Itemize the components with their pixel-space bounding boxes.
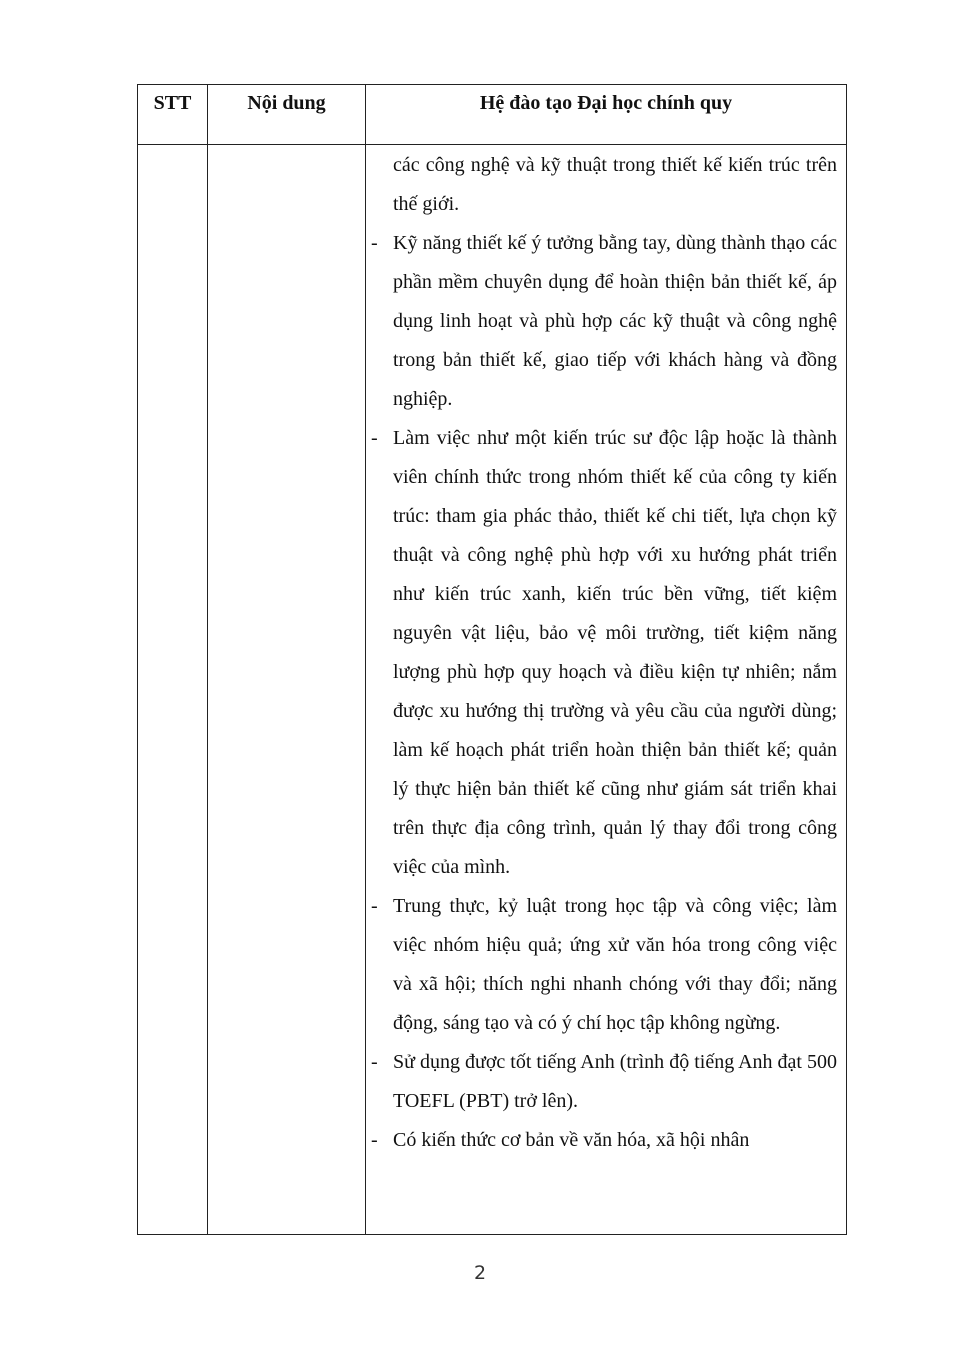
bullet-dash: -	[371, 1129, 378, 1151]
cell-he-dao-tao	[366, 145, 847, 1235]
list-item: - Trung thực, kỷ luật trong học tập và công việc; làm việc nhóm hiệu quả; ứng xử văn hóa trong công việc và xã hội; thích nghi nhanh chóng với thay đổi; năng động, sáng tạo và có ý chí học tập không ngừng.	[393, 887, 837, 1043]
list-item: - Làm việc như một kiến trúc sư độc lập hoặc là thành viên chính thức trong nhóm thiết kế của công ty kiến trúc: tham gia phác thảo, thiết kế chi tiết, lựa chọn kỹ thuật và công nghệ phù hợp với xu hướng phát triển như kiến trúc xanh, kiến trúc bền vững, tiết kiệm nguyên vật liệu, bảo vệ môi trường, tiết kiệm năng lượng phù hợp quy hoạch và điều kiện tự nhiên; nắm được xu hướng thị trường và yêu cầu của người dùng; làm kế hoạch phát triển hoàn thiện bản thiết kế; quản lý thực hiện bản thiết kế cũng như giám sát triển khai trên thực địa công trình, quản lý thay đổi trong công việc của mình.	[393, 419, 837, 887]
list-item: - Sử dụng được tốt tiếng Anh (trình độ tiếng Anh đạt 500 TOEFL (PBT) trở lên).	[393, 1043, 837, 1121]
header-stt: STT	[138, 85, 208, 145]
cell-noi-dung	[208, 145, 366, 1235]
table-row	[138, 145, 847, 1235]
header-noi-dung: Nội dung	[208, 85, 366, 145]
bullet-dash: -	[371, 427, 378, 449]
bullet-dash: -	[371, 1051, 378, 1073]
continued-text: các công nghệ và kỹ thuật trong thiết kế kiến trúc trên thế giới.	[393, 154, 837, 215]
list-item: - Kỹ năng thiết kế ý tưởng bằng tay, dùng thành thạo các phần mềm chuyên dụng để hoàn thiện bản thiết kế, áp dụng linh hoạt và phù hợp các kỹ thuật và công nghệ trong bản thiết kế, giao tiếp với khách hàng và đồng nghiệp.	[393, 224, 837, 419]
bullet-dash: -	[371, 232, 378, 254]
page-number: 2	[473, 1262, 487, 1284]
program-table	[137, 84, 847, 1235]
bullet-dash: -	[371, 895, 378, 917]
list-item: - Có kiến thức cơ bản về văn hóa, xã hội nhân	[393, 1121, 837, 1160]
header-he-dao-tao: Hệ đào tạo Đại học chính quy	[366, 85, 847, 145]
cell-stt	[138, 145, 208, 1235]
table-header-row	[138, 85, 847, 145]
